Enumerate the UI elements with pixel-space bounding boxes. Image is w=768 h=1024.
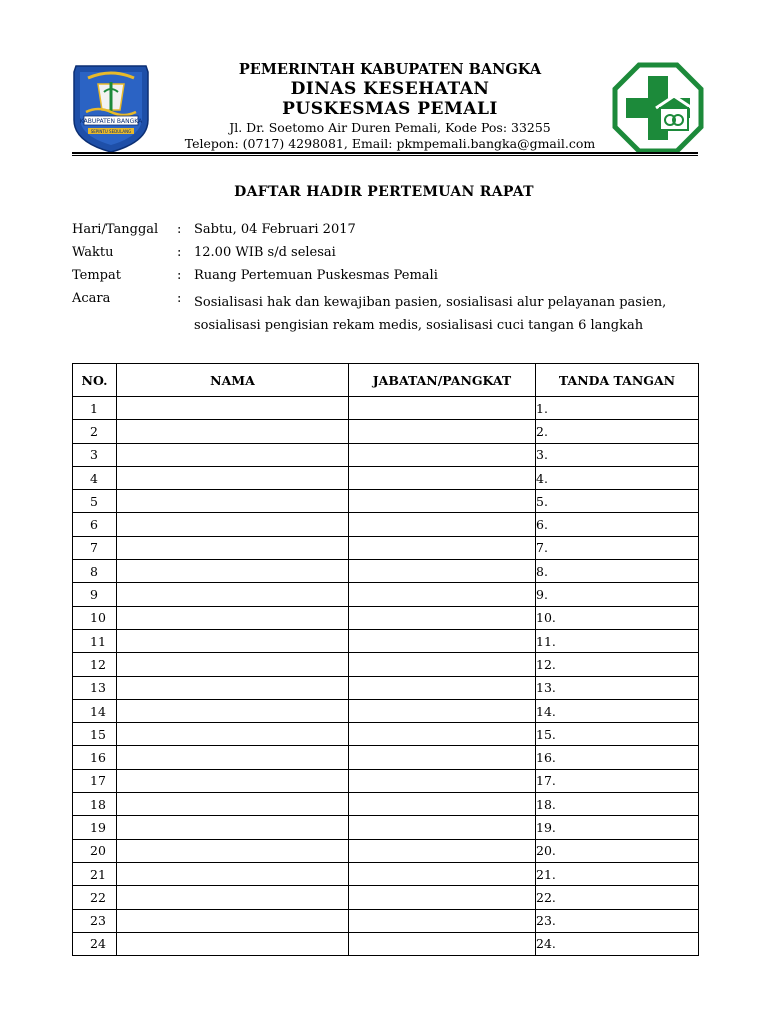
table-row [73, 793, 699, 816]
header-signature: TANDA TANGAN [536, 364, 699, 397]
row-number: 9 [73, 583, 117, 606]
signature-cell[interactable]: 7. [536, 536, 699, 559]
name-cell[interactable] [117, 420, 349, 443]
row-number: 3 [73, 443, 117, 466]
name-cell[interactable] [117, 909, 349, 932]
table-row [73, 490, 699, 513]
signature-cell[interactable]: 2. [536, 420, 699, 443]
signature-cell[interactable]: 10. [536, 606, 699, 629]
info-date-label: Hari/Tanggal [72, 222, 159, 237]
position-cell[interactable] [349, 909, 536, 932]
row-number: 4 [73, 466, 117, 489]
puskesmas-logo [612, 62, 704, 154]
government-name: PEMERINTAH KABUPATEN BANGKA [238, 61, 542, 78]
position-cell[interactable] [349, 839, 536, 862]
position-cell[interactable] [349, 443, 536, 466]
signature-cell[interactable]: 15. [536, 723, 699, 746]
name-cell[interactable] [117, 723, 349, 746]
name-cell[interactable] [117, 513, 349, 536]
attendance-table [72, 363, 699, 956]
row-number: 14 [73, 699, 117, 722]
position-cell[interactable] [349, 629, 536, 652]
table-row [73, 769, 699, 792]
row-number: 23 [73, 909, 117, 932]
name-cell[interactable] [117, 676, 349, 699]
position-cell[interactable] [349, 816, 536, 839]
position-cell[interactable] [349, 723, 536, 746]
name-cell[interactable] [117, 699, 349, 722]
letterhead [0, 0, 768, 160]
table-row [73, 513, 699, 536]
row-number: 12 [73, 653, 117, 676]
header-no: NO. [73, 364, 117, 397]
header-position: JABATAN/PANGKAT [349, 364, 536, 397]
position-cell[interactable] [349, 513, 536, 536]
position-cell[interactable] [349, 490, 536, 513]
signature-cell[interactable]: 13. [536, 676, 699, 699]
position-cell[interactable] [349, 606, 536, 629]
table-row [73, 932, 699, 955]
name-cell[interactable] [117, 769, 349, 792]
table-row [73, 629, 699, 652]
row-number: 6 [73, 513, 117, 536]
table-row [73, 723, 699, 746]
position-cell[interactable] [349, 932, 536, 955]
row-number: 1 [73, 397, 117, 420]
logo-left-motto: SEPINTU SEDULANG [90, 129, 132, 134]
position-cell[interactable] [349, 583, 536, 606]
name-cell[interactable] [117, 397, 349, 420]
signature-cell[interactable]: 11. [536, 629, 699, 652]
position-cell[interactable] [349, 397, 536, 420]
position-cell[interactable] [349, 886, 536, 909]
row-number: 8 [73, 560, 117, 583]
name-cell[interactable] [117, 583, 349, 606]
info-place-label: Tempat [72, 268, 121, 283]
signature-cell[interactable]: 8. [536, 560, 699, 583]
signature-cell[interactable]: 19. [536, 816, 699, 839]
info-colon: : [177, 245, 182, 260]
info-agenda-value: Sosialisasi hak dan kewajiban pasien, sosialisasi alur pelayanan pasien, sosialisasi pengisian rekam medis, sosialisasi cuci tangan 6 langkah [194, 295, 667, 333]
name-cell[interactable] [117, 886, 349, 909]
logo-left-name: KABUPATEN BANGKA [79, 118, 143, 125]
table-row [73, 583, 699, 606]
name-cell[interactable] [117, 816, 349, 839]
table-row [73, 816, 699, 839]
row-number: 2 [73, 420, 117, 443]
table-row [73, 653, 699, 676]
signature-cell[interactable]: 20. [536, 839, 699, 862]
table-row [73, 397, 699, 420]
signature-cell[interactable]: 4. [536, 466, 699, 489]
row-number: 15 [73, 723, 117, 746]
position-cell[interactable] [349, 536, 536, 559]
position-cell[interactable] [349, 862, 536, 885]
name-cell[interactable] [117, 839, 349, 862]
name-cell[interactable] [117, 653, 349, 676]
signature-cell[interactable]: 9. [536, 583, 699, 606]
signature-cell[interactable]: 23. [536, 909, 699, 932]
table-row [73, 699, 699, 722]
row-number: 24 [73, 932, 117, 955]
position-cell[interactable] [349, 560, 536, 583]
name-cell[interactable] [117, 793, 349, 816]
row-number: 7 [73, 536, 117, 559]
info-place-value: Ruang Pertemuan Puskesmas Pemali [194, 268, 438, 283]
table-row [73, 886, 699, 909]
signature-cell[interactable]: 17. [536, 769, 699, 792]
row-number: 13 [73, 676, 117, 699]
position-cell[interactable] [349, 793, 536, 816]
info-colon: : [177, 222, 182, 237]
name-cell[interactable] [117, 606, 349, 629]
position-cell[interactable] [349, 420, 536, 443]
info-agenda-label: Acara [72, 291, 111, 306]
info-date-value: Sabtu, 04 Februari 2017 [194, 222, 356, 237]
name-cell[interactable] [117, 443, 349, 466]
signature-cell[interactable]: 6. [536, 513, 699, 536]
signature-cell[interactable]: 12. [536, 653, 699, 676]
row-number: 21 [73, 862, 117, 885]
position-cell[interactable] [349, 746, 536, 769]
institution-address: Jl. Dr. Soetomo Air Duren Pemali, Kode Pos: 33255 [229, 120, 551, 135]
row-number: 5 [73, 490, 117, 513]
name-cell[interactable] [117, 932, 349, 955]
name-cell[interactable] [117, 862, 349, 885]
signature-cell[interactable]: 14. [536, 699, 699, 722]
name-cell[interactable] [117, 490, 349, 513]
table-row [73, 536, 699, 559]
header-name: NAMA [117, 364, 349, 397]
name-cell[interactable] [117, 466, 349, 489]
signature-cell[interactable]: 16. [536, 746, 699, 769]
institution-name: PUSKESMAS PEMALI [282, 99, 498, 119]
row-number: 10 [73, 606, 117, 629]
row-number: 18 [73, 793, 117, 816]
position-cell[interactable] [349, 676, 536, 699]
info-colon: : [177, 291, 182, 306]
table-row [73, 839, 699, 862]
row-number: 22 [73, 886, 117, 909]
row-number: 11 [73, 629, 117, 652]
row-number: 17 [73, 769, 117, 792]
institution-contact: Telepon: (0717) 4298081, Email: pkmpemali.bangka@gmail.com [184, 136, 596, 151]
info-time-label: Waktu [72, 245, 114, 260]
row-number: 16 [73, 746, 117, 769]
department-name: DINAS KESEHATAN [290, 79, 490, 99]
name-cell[interactable] [117, 536, 349, 559]
signature-cell[interactable]: 22. [536, 886, 699, 909]
position-cell[interactable] [349, 466, 536, 489]
position-cell[interactable] [349, 699, 536, 722]
table-row [73, 862, 699, 885]
header-rule [72, 152, 698, 154]
table-row [73, 443, 699, 466]
table-row [73, 466, 699, 489]
name-cell[interactable] [117, 746, 349, 769]
table-row [73, 420, 699, 443]
row-number: 19 [73, 816, 117, 839]
info-colon: : [177, 268, 182, 283]
row-number: 20 [73, 839, 117, 862]
info-time-value: 12.00 WIB s/d selesai [194, 245, 336, 260]
signature-cell[interactable]: 1. [536, 397, 699, 420]
name-cell[interactable] [117, 560, 349, 583]
position-cell[interactable] [349, 769, 536, 792]
position-cell[interactable] [349, 653, 536, 676]
document-title: DAFTAR HADIR PERTEMUAN RAPAT [234, 184, 534, 200]
table-row [73, 560, 699, 583]
table-row [73, 676, 699, 699]
table-header-row [73, 364, 699, 397]
signature-cell[interactable]: 24. [536, 932, 699, 955]
table-row [73, 746, 699, 769]
table-row [73, 606, 699, 629]
header-rule-thin [72, 155, 698, 156]
signature-cell[interactable]: 5. [536, 490, 699, 513]
table-row [73, 909, 699, 932]
signature-cell[interactable]: 3. [536, 443, 699, 466]
signature-cell[interactable]: 21. [536, 862, 699, 885]
name-cell[interactable] [117, 629, 349, 652]
signature-cell[interactable]: 18. [536, 793, 699, 816]
